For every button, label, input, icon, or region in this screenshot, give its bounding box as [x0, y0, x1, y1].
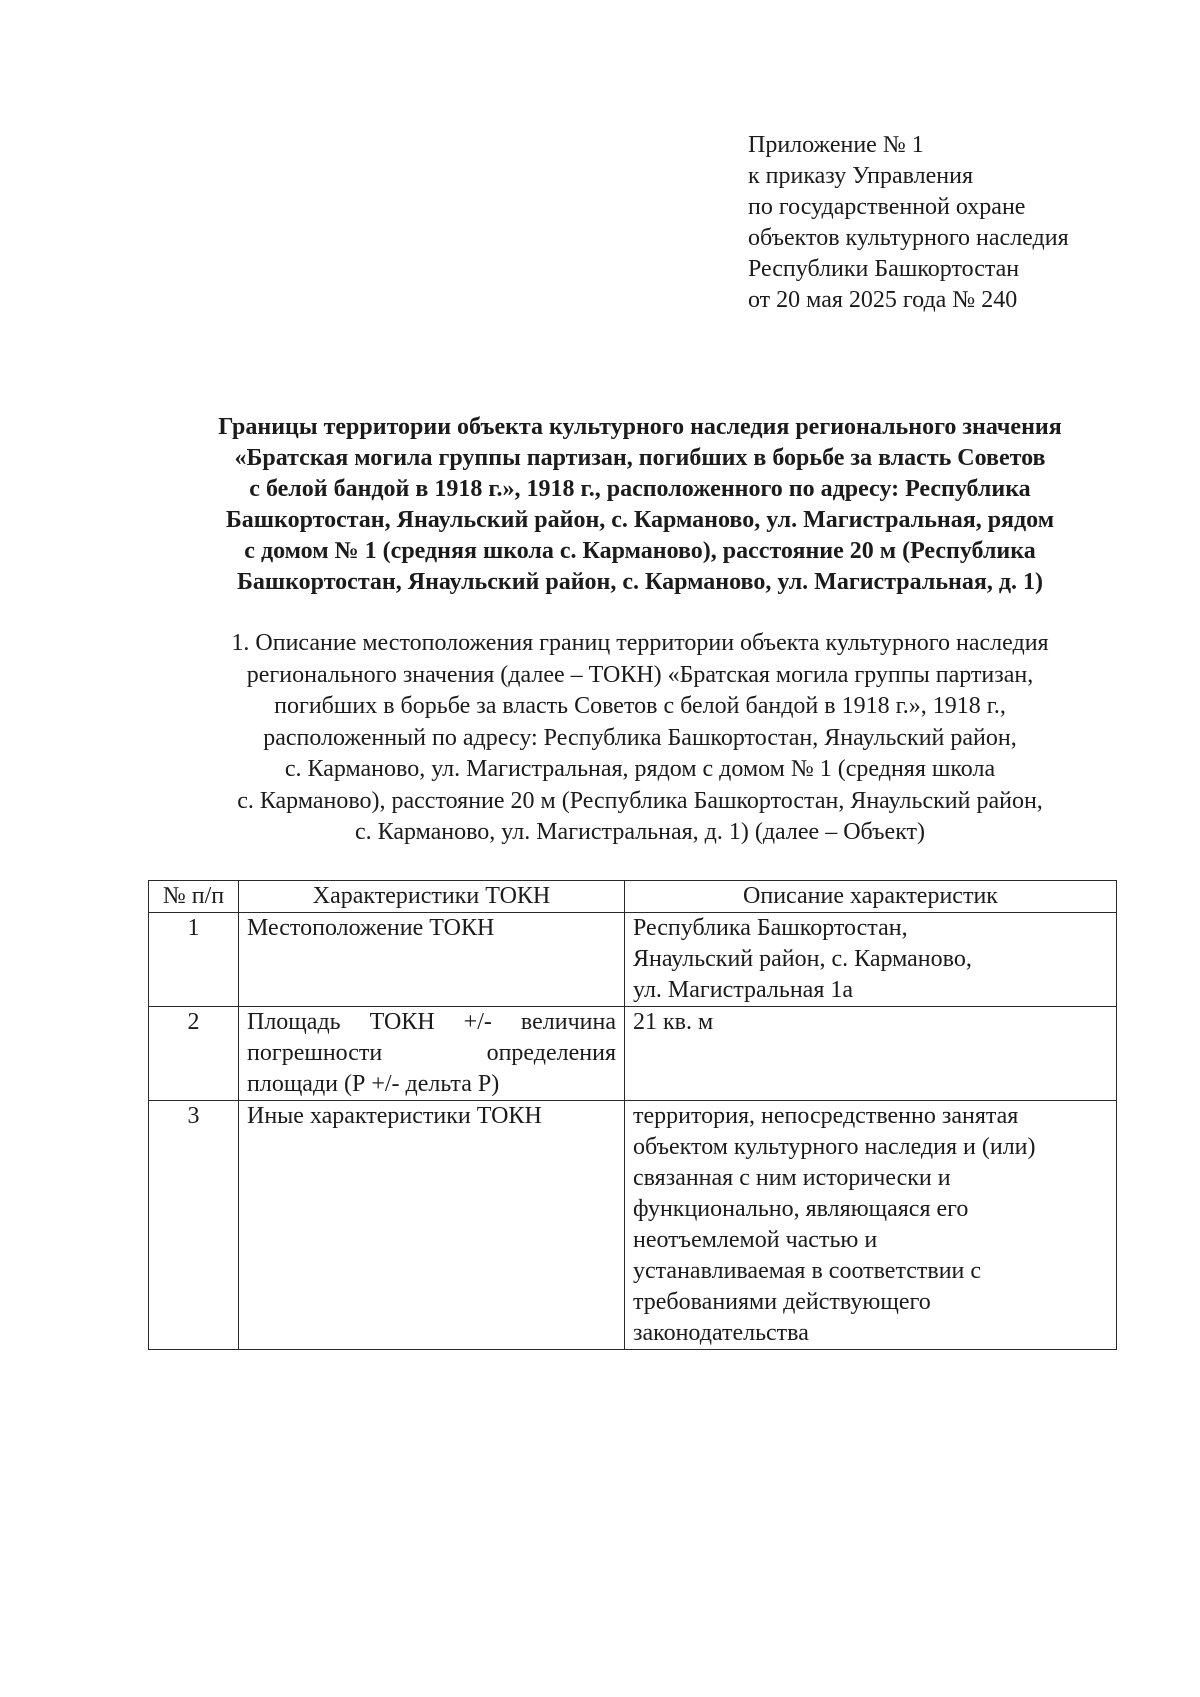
characteristic-line: площади (Р +/- дельта Р)	[247, 1071, 500, 1097]
row-num: 3	[149, 1101, 239, 1350]
description-line: требованиями действующего	[633, 1289, 931, 1315]
row-characteristic	[239, 1007, 625, 1101]
row-num: 2	[149, 1007, 239, 1101]
description-line: Янаульский район, с. Карманово,	[633, 946, 972, 972]
description-line: неотъемлемой частью и	[633, 1227, 878, 1253]
row-description	[625, 1007, 1117, 1101]
description-line: 21 кв. м	[633, 1009, 714, 1035]
section-line: с. Карманово), расстояние 20 м (Республика Башкортостан, Янаульский район,	[237, 787, 1043, 814]
table-header-row	[149, 881, 1117, 913]
header-description: Описание характеристик	[625, 881, 1117, 913]
description-line: устанавливаемая в соответствии с	[633, 1258, 982, 1284]
appendix-line: Республики Башкортостан	[748, 256, 1020, 282]
description-line: связанная с ним исторически и	[633, 1165, 951, 1191]
title-line: с белой бандой в 1918 г.», 1918 г., расположенного по адресу: Республика	[249, 476, 1031, 502]
document-title	[120, 412, 1160, 598]
appendix-line: объектов культурного наследия	[748, 225, 1069, 251]
header-num: № п/п	[149, 881, 239, 913]
characteristic-line: погрешности определения	[247, 1040, 616, 1066]
section-line: погибших в борьбе за власть Советов с белой бандой в 1918 г.», 1918 г.,	[274, 693, 1006, 719]
appendix-line: по государственной охране	[748, 194, 1026, 220]
characteristic-line: Площадь ТОКН +/- величина	[247, 1009, 616, 1035]
appendix-header	[748, 130, 1168, 316]
characteristic-line: Местоположение ТОКН	[247, 915, 495, 941]
title-line: с домом № 1 (средняя школа с. Карманово), расстояние 20 м (Республика	[244, 538, 1036, 564]
title-line: «Братская могила группы партизан, погибших в борьбе за власть Советов	[234, 445, 1046, 471]
characteristics-table	[148, 880, 1117, 1350]
section-line: с. Карманово, ул. Магистральная, д. 1) (далее – Объект)	[354, 819, 926, 845]
section-line: с. Карманово, ул. Магистральная, рядом с домом № 1 (средняя школа	[284, 756, 996, 782]
section-1-description	[120, 628, 1160, 849]
section-line: 1. Описание местоположения границ территории объекта культурного наследия	[231, 630, 1049, 656]
row-description	[625, 1101, 1117, 1350]
title-line: Башкортостан, Янаульский район, с. Карманово, ул. Магистральная, д. 1)	[237, 569, 1043, 595]
row-characteristic	[239, 1101, 625, 1350]
table-row	[149, 1101, 1117, 1350]
table-row	[149, 1007, 1117, 1101]
section-line: расположенный по адресу: Республика Башкортостан, Янаульский район,	[263, 724, 1017, 751]
section-line: регионального значения (далее – ТОКН) «Братская могила группы партизан,	[246, 661, 1034, 688]
appendix-line: к приказу Управления	[748, 163, 974, 189]
description-line: объектом культурного наследия и (или)	[633, 1134, 1036, 1160]
description-line: Республика Башкортостан,	[633, 915, 908, 941]
characteristic-line: Иные характеристики ТОКН	[247, 1103, 542, 1129]
description-line: законодательства	[633, 1320, 809, 1346]
description-line: функционально, являющаяся его	[633, 1196, 969, 1222]
appendix-line: от 20 мая 2025 года № 240	[748, 287, 1018, 313]
header-characteristic: Характеристики ТОКН	[239, 881, 625, 913]
title-line: Границы территории объекта культурного наследия регионального значения	[218, 414, 1062, 440]
title-line: Башкортостан, Янаульский район, с. Карманово, ул. Магистральная, рядом	[225, 507, 1055, 533]
row-characteristic	[239, 913, 625, 1007]
description-line: ул. Магистральная 1а	[633, 977, 854, 1003]
description-line: территория, непосредственно занятая	[633, 1103, 1019, 1129]
table-row	[149, 913, 1117, 1007]
row-num: 1	[149, 913, 239, 1007]
appendix-line: Приложение № 1	[748, 132, 924, 158]
row-description	[625, 913, 1117, 1007]
